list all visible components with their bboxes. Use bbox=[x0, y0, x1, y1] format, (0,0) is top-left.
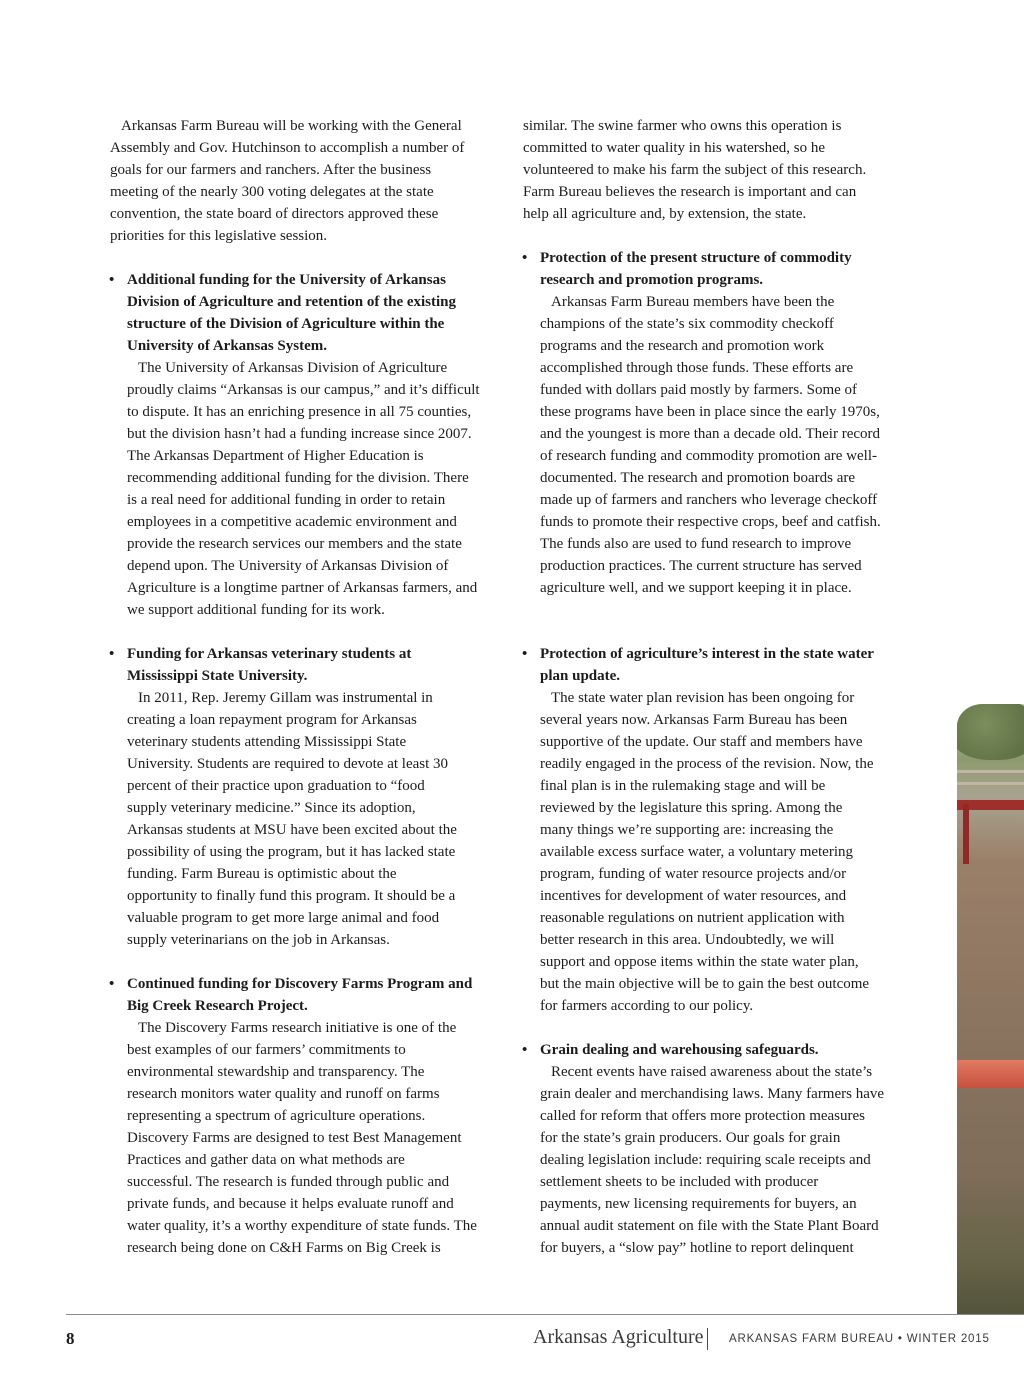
fence-rail bbox=[957, 770, 1024, 773]
text-line: Arkansas Farm Bureau will be working with the General bbox=[121, 118, 462, 134]
text-line: The University of Arkansas Division of Agriculture bbox=[138, 360, 448, 376]
text-line: for the state’s grain producers. Our goals for grain bbox=[540, 1130, 841, 1146]
priority-heading-line: Big Creek Research Project. bbox=[127, 998, 308, 1014]
text-line: percent of their practice upon graduation to “food bbox=[127, 778, 425, 794]
priority-heading-line: Continued funding for Discovery Farms Program and bbox=[127, 976, 473, 992]
issue-line: ARKANSAS FARM BUREAU • WINTER 2015 bbox=[729, 1333, 990, 1345]
farm-photo bbox=[957, 704, 1024, 1314]
text-line: made up of farmers and ranchers who leverage checkoff bbox=[540, 492, 878, 508]
text-line: meeting of the nearly 300 voting delegates at the state bbox=[110, 184, 434, 200]
text-line: veterinary students attending Mississippi State bbox=[127, 734, 407, 750]
text-line: for farmers according to our policy. bbox=[540, 998, 754, 1014]
bullet-icon: • bbox=[522, 250, 528, 266]
magazine-title: Arkansas Agriculture bbox=[533, 1326, 704, 1348]
text-line: possibility of using the program, but it has lacked state bbox=[127, 844, 456, 860]
text-line: convention, the state board of directors approved these bbox=[110, 206, 439, 222]
text-line: champions of the state’s six commodity checkoff bbox=[540, 316, 834, 332]
text-line: called for reform that offers more protection measures bbox=[540, 1108, 866, 1124]
text-line: programs and the research and promotion work bbox=[540, 338, 825, 354]
text-line: is a real need for additional funding in order to retain bbox=[127, 492, 446, 508]
text-line: The Arkansas Department of Higher Education is bbox=[127, 448, 424, 464]
text-line: help all agriculture and, by extension, the state. bbox=[523, 206, 807, 222]
text-line: depend upon. The University of Arkansas Division of bbox=[127, 558, 449, 574]
text-line: employees in a competitive academic environment and bbox=[127, 514, 457, 530]
priority-heading-line: Funding for Arkansas veterinary students at bbox=[127, 646, 412, 662]
text-line: for buyers, a “slow pay” hotline to report delinquent bbox=[540, 1240, 854, 1256]
text-line: but the main objective will be to gain the best outcome bbox=[540, 976, 870, 992]
text-line: agriculture well, and we support keeping it in place. bbox=[540, 580, 852, 596]
text-line: goals for our farmers and ranchers. After the business bbox=[110, 162, 432, 178]
bullet-icon: • bbox=[109, 272, 115, 288]
footer-separator bbox=[707, 1328, 708, 1350]
text-line: Farm Bureau believes the research is important and can bbox=[523, 184, 857, 200]
text-line: Practices and gather data on what methods are bbox=[127, 1152, 405, 1168]
priority-heading-line: structure of the Division of Agriculture within the bbox=[127, 316, 445, 332]
text-line: provide the research services our members and the state bbox=[127, 536, 462, 552]
text-line: opportunity to finally fund this program. It should be a bbox=[127, 888, 456, 904]
red-pipe bbox=[957, 1060, 1024, 1088]
bullet-icon: • bbox=[522, 1042, 528, 1058]
grass-shade bbox=[957, 1174, 1024, 1314]
text-line: reasonable regulations on nutrient application with bbox=[540, 910, 845, 926]
priority-item bbox=[110, 643, 486, 951]
priority-heading-line: research and promotion programs. bbox=[540, 272, 764, 288]
text-line: successful. The research is funded through public and bbox=[127, 1174, 450, 1190]
bullet-icon: • bbox=[109, 646, 115, 662]
text-line: committed to water quality in his watershed, so he bbox=[523, 140, 826, 156]
text-line: grain dealer and merchandising laws. Many farmers have bbox=[540, 1086, 885, 1102]
text-line: Agriculture is a longtime partner of Arkansas farmers, and bbox=[127, 580, 478, 596]
continuation-paragraph bbox=[523, 115, 903, 225]
text-line: Recent events have raised awareness about the state’s bbox=[551, 1064, 873, 1080]
text-line: program, funding of water resource projects and/or bbox=[540, 866, 847, 882]
text-line: settlement sheets to be included with producer bbox=[540, 1174, 819, 1190]
text-line: Arkansas students at MSU have been excited about the bbox=[127, 822, 457, 838]
priority-item bbox=[523, 1039, 903, 1259]
text-line: final plan is in the rulemaking stage and will be bbox=[540, 778, 826, 794]
text-line: accomplished through those funds. These efforts are bbox=[540, 360, 854, 376]
text-line: similar. The swine farmer who owns this operation is bbox=[523, 118, 842, 134]
text-line: but the division hasn’t had a funding increase since 2007. bbox=[127, 426, 472, 442]
text-line: dealing legislation include: requiring scale receipts and bbox=[540, 1152, 871, 1168]
footer-rule bbox=[66, 1314, 1024, 1315]
text-line: several years now. Arkansas Farm Bureau has been bbox=[540, 712, 848, 728]
text-line: funded with dollars paid mostly by farmers. Some of bbox=[540, 382, 858, 398]
priority-heading-line: Division of Agriculture and retention of the existing bbox=[127, 294, 457, 310]
right-column bbox=[523, 115, 903, 1259]
text-line: The state water plan revision has been ongoing for bbox=[551, 690, 855, 706]
text-line: to dispute. It has an enriching presence in all 75 counties, bbox=[127, 404, 472, 420]
gate-post bbox=[963, 804, 969, 864]
text-line: payments, new licensing requirements for buyers, an bbox=[540, 1196, 857, 1212]
priority-heading-line: Grain dealing and warehousing safeguards. bbox=[540, 1042, 819, 1058]
priority-heading-line: Mississippi State University. bbox=[127, 668, 308, 684]
fence-rail bbox=[957, 782, 1024, 785]
text-line: water quality, it’s a worthy expenditure of state funds. The bbox=[127, 1218, 477, 1234]
text-line: Arkansas Farm Bureau members have been the bbox=[551, 294, 835, 310]
text-line: recommending additional funding for the division. There bbox=[127, 470, 469, 486]
text-line: best examples of our farmers’ commitments to bbox=[127, 1042, 406, 1058]
text-line: The Discovery Farms research initiative is one of the bbox=[138, 1020, 457, 1036]
text-line: representing a spectrum of agriculture operations. bbox=[127, 1108, 426, 1124]
text-line: supply veterinarians on the job in Arkansas. bbox=[127, 932, 390, 948]
text-line: Assembly and Gov. Hutchinson to accomplish a number of bbox=[110, 140, 465, 156]
left-column bbox=[110, 115, 486, 1259]
text-line: annual audit statement on file with the State Plant Board bbox=[540, 1218, 879, 1234]
priority-item bbox=[523, 247, 903, 599]
intro-paragraph bbox=[110, 115, 486, 247]
priority-heading-line: University of Arkansas System. bbox=[127, 338, 328, 354]
bullet-icon: • bbox=[522, 646, 528, 662]
text-line: production practices. The current structure has served bbox=[540, 558, 862, 574]
text-line: reviewed by the legislature this spring. Among the bbox=[540, 800, 843, 816]
text-line: these programs have been in place since the early 1970s, bbox=[540, 404, 880, 420]
text-line: The funds also are used to fund research to improve bbox=[540, 536, 852, 552]
text-line: incentives for development of water resources, and bbox=[540, 888, 847, 904]
text-line: private funds, and because it helps evaluate runoff and bbox=[127, 1196, 454, 1212]
text-line: we support additional funding for its work. bbox=[127, 602, 385, 618]
text-line: and the youngest is more than a decade old. Their record bbox=[540, 426, 881, 442]
priority-heading-line: Additional funding for the University of Arkansas bbox=[127, 272, 446, 288]
text-line: creating a loan repayment program for Arkansas bbox=[127, 712, 417, 728]
text-line: many things we’re supporting are: increasing the bbox=[540, 822, 834, 838]
priority-heading-line: Protection of agriculture’s interest in the state water bbox=[540, 646, 874, 662]
text-line: documented. The research and promotion boards are bbox=[540, 470, 856, 486]
text-line: In 2011, Rep. Jeremy Gillam was instrumental in bbox=[138, 690, 433, 706]
priority-item bbox=[110, 269, 486, 621]
tree-shape bbox=[957, 704, 1024, 760]
text-line: supply veterinary medicine.” Since its adoption, bbox=[127, 800, 416, 816]
priority-heading-line: plan update. bbox=[540, 668, 621, 684]
text-line: support and oppose items within the state water plan, bbox=[540, 954, 859, 970]
text-line: University. Students are required to devote at least 30 bbox=[127, 756, 449, 772]
text-line: Discovery Farms are designed to test Best Management bbox=[127, 1130, 462, 1146]
text-line: funding. Farm Bureau is optimistic about the bbox=[127, 866, 397, 882]
text-line: better research in this area. Undoubtedly, we will bbox=[540, 932, 835, 948]
text-line: volunteered to make his farm the subject of this research. bbox=[523, 162, 867, 178]
priority-item bbox=[523, 643, 903, 1017]
text-line: readily engaged in the process of the revision. Now, the bbox=[540, 756, 874, 772]
text-line: valuable program to get more large animal and food bbox=[127, 910, 440, 926]
text-line: available excess surface water, a voluntary metering bbox=[540, 844, 854, 860]
priority-heading-line: Protection of the present structure of commodity bbox=[540, 250, 852, 266]
text-line: priorities for this legislative session. bbox=[110, 228, 328, 244]
bullet-icon: • bbox=[109, 976, 115, 992]
text-line: proudly claims “Arkansas is our campus,” and it’s difficult bbox=[127, 382, 480, 398]
text-line: supportive of the update. Our staff and members have bbox=[540, 734, 863, 750]
page-number: 8 bbox=[66, 1329, 75, 1348]
text-line: of research funding and commodity promotion are well- bbox=[540, 448, 877, 464]
text-line: research being done on C&H Farms on Big Creek is bbox=[127, 1240, 441, 1256]
text-line: research monitors water quality and runoff on farms bbox=[127, 1086, 440, 1102]
text-line: environmental stewardship and transparency. The bbox=[127, 1064, 425, 1080]
text-line: funds to promote their respective crops, beef and catfish. bbox=[540, 514, 881, 530]
priority-item bbox=[110, 973, 486, 1259]
